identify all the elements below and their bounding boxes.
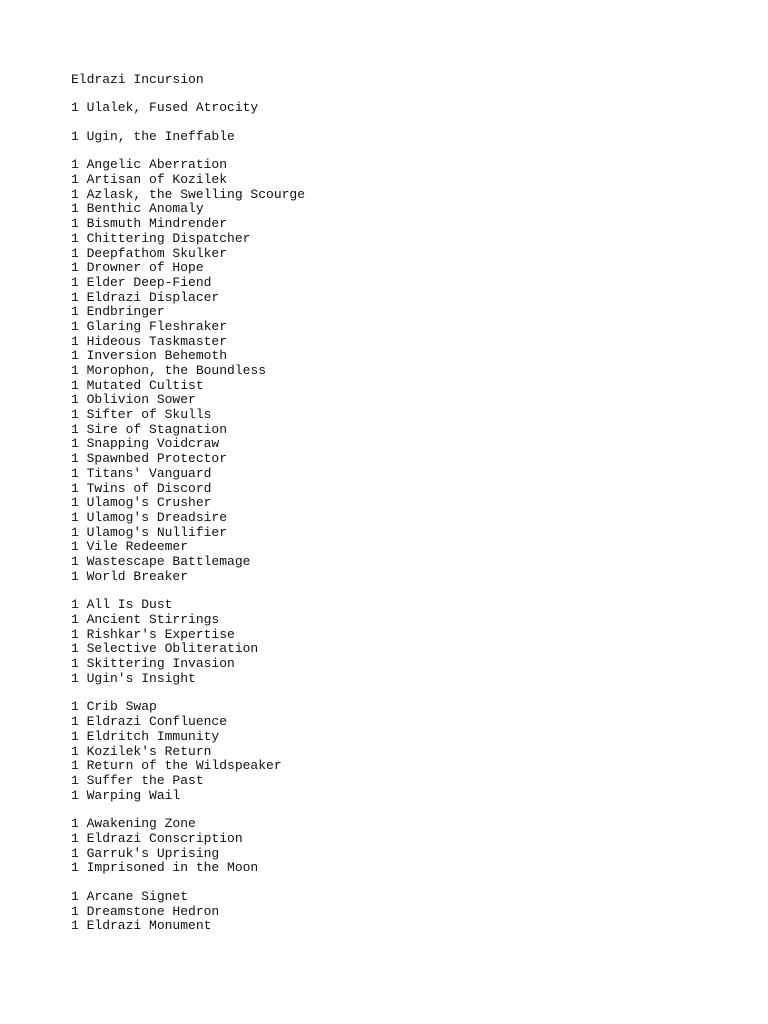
card-entry: 1 Ulamog's Crusher	[71, 495, 212, 511]
card-entry: 1 Crib Swap	[71, 699, 157, 715]
card-entry: 1 Azlask, the Swelling Scourge	[71, 186, 306, 202]
card-entry: 1 Ulamog's Dreadsire	[71, 509, 228, 525]
card-entry: 1 Eldrazi Conscription	[71, 830, 243, 846]
card-entry: 1 Sifter of Skulls	[71, 407, 212, 423]
card-entry: 1 Deepfathom Skulker	[71, 245, 228, 261]
decklist-page	[71, 72, 731, 934]
card-entry: 1 Vile Redeemer	[71, 539, 189, 555]
card-entry: 1 Skittering Invasion	[71, 656, 235, 672]
card-entry: 1 Arcane Signet	[71, 889, 189, 904]
card-entry: 1 Angelic Aberration	[71, 157, 228, 173]
card-entry: 1 Imprisoned in the Moon	[71, 860, 259, 876]
card-entry: 1 Eldrazi Monument	[71, 918, 212, 934]
card-group	[71, 158, 731, 584]
decklist-sections	[71, 101, 731, 934]
card-entry: 1 All Is Dust	[71, 597, 173, 613]
deck-title: Eldrazi Incursion	[71, 72, 204, 87]
card-group	[71, 598, 731, 686]
card-entry: 1 World Breaker	[71, 568, 189, 584]
card-entry: 1 Hideous Taskmaster	[71, 333, 228, 349]
card-entry: 1 Wastescape Battlemage	[71, 553, 251, 569]
card-entry: 1 Ugin, the Ineffable	[71, 128, 235, 144]
card-entry: 1 Awakening Zone	[71, 816, 196, 832]
card-entry: 1 Glaring Fleshraker	[71, 318, 228, 334]
card-entry: 1 Garruk's Uprising	[71, 845, 220, 861]
card-entry: 1 Ulamog's Nullifier	[71, 524, 228, 540]
card-entry: 1 Ugin's Insight	[71, 670, 196, 686]
card-entry: 1 Suffer the Past	[71, 772, 204, 788]
card-entry: 1 Rishkar's Expertise	[71, 626, 235, 642]
card-entry: 1 Endbringer	[71, 304, 165, 320]
card-entry: 1 Twins of Discord	[71, 480, 212, 496]
card-entry: 1 Eldrazi Displacer	[71, 289, 220, 305]
card-entry: 1 Elder Deep-Fiend	[71, 274, 212, 290]
card-entry: 1 Inversion Behemoth	[71, 348, 228, 364]
card-entry: 1 Artisan of Kozilek	[71, 172, 228, 188]
card-group	[71, 890, 731, 934]
card-entry: 1 Ancient Stirrings	[71, 612, 220, 627]
card-entry: 1 Spawnbed Protector	[71, 451, 228, 467]
card-entry: 1 Kozilek's Return	[71, 743, 212, 759]
card-entry: 1 Return of the Wildspeaker	[71, 758, 282, 774]
card-group	[71, 101, 731, 116]
card-entry: 1 Snapping Voidcraw	[71, 436, 220, 452]
card-entry: 1 Selective Obliteration	[71, 641, 259, 657]
card-entry: 1 Drowner of Hope	[71, 260, 204, 276]
card-entry: 1 Bismuth Mindrender	[71, 216, 228, 232]
card-entry: 1 Oblivion Sower	[71, 392, 196, 408]
card-entry: 1 Benthic Anomaly	[71, 201, 204, 217]
card-entry: 1 Chittering Dispatcher	[71, 230, 251, 246]
card-entry: 1 Eldritch Immunity	[71, 728, 220, 744]
card-entry: 1 Morophon, the Boundless	[71, 363, 267, 378]
card-entry: 1 Mutated Cultist	[71, 377, 204, 393]
card-entry: 1 Warping Wail	[71, 787, 181, 803]
card-entry: 1 Titans' Vanguard	[71, 465, 212, 481]
card-group	[71, 700, 731, 803]
card-entry: 1 Ulalek, Fused Atrocity	[71, 100, 259, 115]
card-group	[71, 130, 731, 145]
card-entry: 1 Dreamstone Hedron	[71, 903, 220, 919]
card-group	[71, 817, 731, 876]
card-entry: 1 Eldrazi Confluence	[71, 714, 228, 730]
card-entry: 1 Sire of Stagnation	[71, 421, 228, 437]
